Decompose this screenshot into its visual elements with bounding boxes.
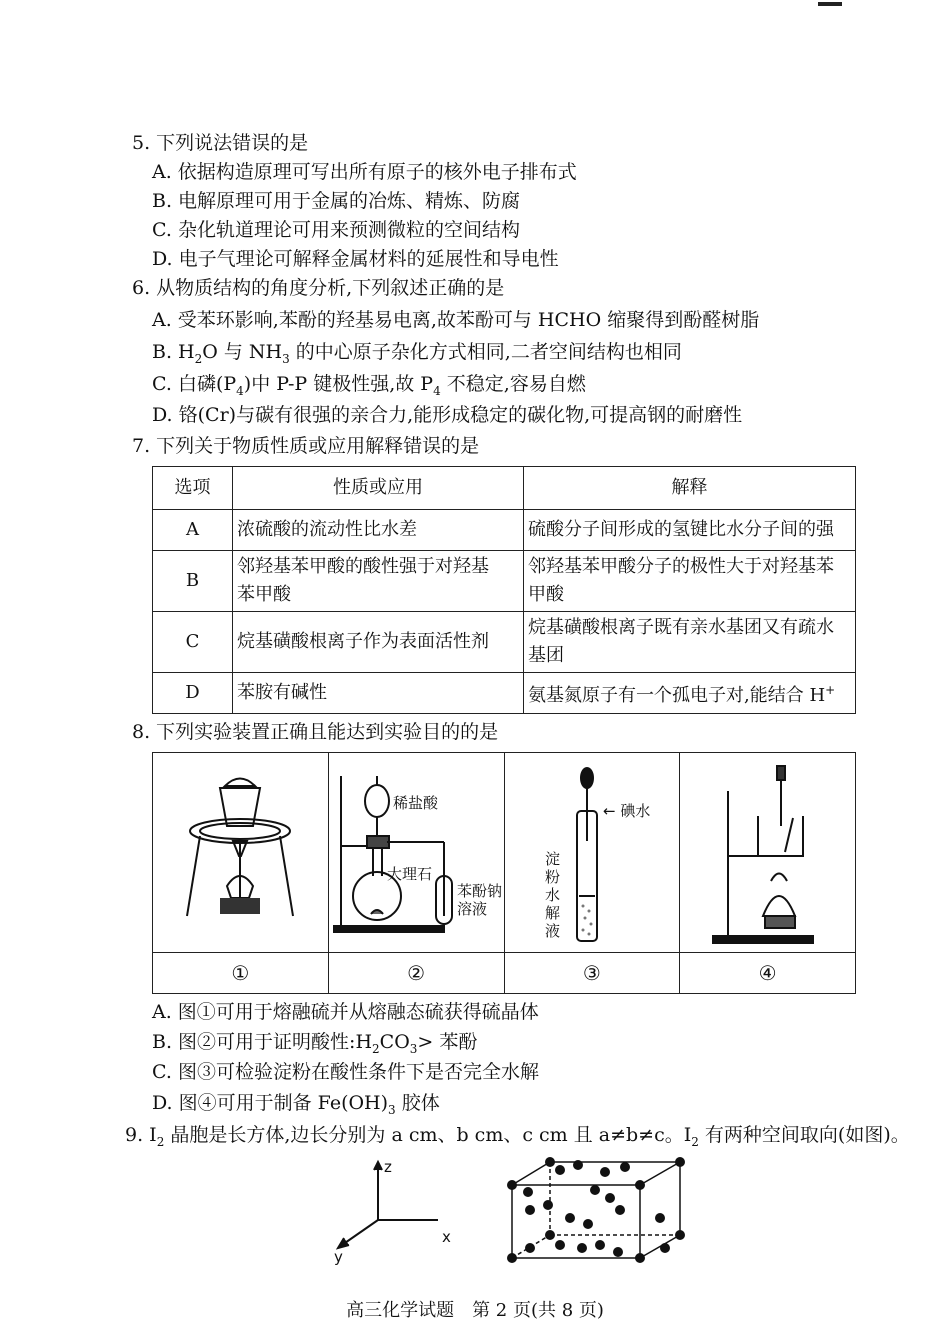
q5-option-a: A. 依据构造原理可写出所有原子的核外电子排布式 xyxy=(152,161,577,183)
svg-text:液: 液 xyxy=(544,921,560,940)
axis-label-y: y xyxy=(334,1248,343,1266)
fig2-label-phenolate-1: 苯酚钠 xyxy=(456,881,502,900)
funnel-tripod-apparatus-icon xyxy=(165,756,315,946)
table-row: D 苯胺有碱性 氨基氮原子有一个孤电子对,能结合 H+ xyxy=(153,673,856,714)
svg-text:淀: 淀 xyxy=(544,849,560,868)
figure-label-2: ② xyxy=(328,953,504,994)
q8-stem: 8. 下列实验装置正确且能达到实验目的的是 xyxy=(132,721,499,743)
fig2-label-phenolate-2: 溶液 xyxy=(456,899,487,918)
fig2-label-acid: 稀盐酸 xyxy=(392,793,438,812)
axis-label-z: z xyxy=(384,1158,392,1176)
fig3-label-iodine: ← 碘水 xyxy=(602,801,650,820)
beaker-heating-apparatus-icon xyxy=(693,756,843,946)
top-mark xyxy=(818,2,842,6)
q6-option-d: D. 铬(Cr)与碳有很强的亲合力,能形成稳定的碳化物,可提高钢的耐磨性 xyxy=(152,404,743,426)
q6-option-a: A. 受苯环影响,苯酚的羟基易电离,故苯酚可与 HCHO 缩聚得到酚醛树脂 xyxy=(152,309,760,331)
table-header-row xyxy=(153,467,856,510)
q5-option-d: D. 电子气理论可解释金属材料的延展性和导电性 xyxy=(152,248,559,270)
q5-option-c: C. 杂化轨道理论可用来预测微粒的空间结构 xyxy=(152,219,520,241)
svg-text:粉: 粉 xyxy=(544,867,560,886)
svg-text:解: 解 xyxy=(544,903,560,922)
q8-option-b: B. 图②可用于证明酸性$:H_2CO_3>$ 苯酚 xyxy=(152,1031,478,1056)
q5-option-b: B. 电解原理可用于金属的冶炼、精炼、防腐 xyxy=(152,190,521,212)
figure-4-cell xyxy=(680,753,856,953)
q5-stem: 5. 下列说法错误的是 xyxy=(132,132,309,154)
figure-label-3: ③ xyxy=(504,953,680,994)
fig2-label-marble: 大理石 xyxy=(386,864,432,883)
figure-label-1: ① xyxy=(153,953,329,994)
q8-option-c: C. 图③可检验淀粉在酸性条件下是否完全水解 xyxy=(152,1061,539,1083)
figure-3-cell xyxy=(504,753,680,953)
figure-2-cell xyxy=(328,753,504,953)
iodine-starch-test-icon xyxy=(505,756,685,946)
figure-1-cell xyxy=(153,753,329,953)
axis-label-x: x xyxy=(442,1228,451,1246)
i2-unit-cell-diagram xyxy=(500,1150,700,1280)
figure-label-4: ④ xyxy=(680,953,856,994)
header-option: 选项 xyxy=(153,467,233,510)
table-row: C 烷基磺酸根离子作为表面活性剂 烷基磺酸根离子既有亲水基团又有疏水 基团 xyxy=(153,612,856,673)
q6-option-b: B. $H_2O$ 与 $NH_3$ 的中心原子杂化方式相同,二者空间结构也相同 xyxy=(152,341,682,366)
header-explanation: 解释 xyxy=(524,467,856,510)
q9-stem: 9. $I_2$ 晶胞是长方体,边长分别为 a cm、b cm、c cm 且 a≠b≠c。$I_2$ 有两种空间取向(如图)。 xyxy=(125,1124,910,1149)
q7-stem: 7. 下列关于物质性质或应用解释错误的是 xyxy=(132,435,480,457)
q6-option-c: C. 白磷$(P_4)$中 P-P 键极性强,故 $P_4$ 不稳定,容易自燃 xyxy=(152,373,586,398)
co2-generation-apparatus-icon xyxy=(329,756,524,946)
q7-table xyxy=(152,466,856,714)
page-footer: 高三化学试题 第 2 页(共 8 页) xyxy=(346,1300,604,1321)
q8-option-a: A. 图①可用于熔融硫并从熔融态硫获得硫晶体 xyxy=(152,1001,539,1023)
table-row: B 邻羟基苯甲酸的酸性强于对羟基 苯甲酸 邻羟基苯甲酸分子的极性大于对羟基苯 甲酸 xyxy=(153,551,856,612)
svg-text:水: 水 xyxy=(544,885,560,904)
axes-diagram xyxy=(320,1150,470,1270)
q8-figure-table xyxy=(152,752,856,994)
table-row: A 浓硫酸的流动性比水差 硫酸分子间形成的氢键比水分子间的强 xyxy=(153,510,856,551)
q6-stem: 6. 从物质结构的角度分析,下列叙述正确的是 xyxy=(132,277,505,299)
header-property: 性质或应用 xyxy=(233,467,524,510)
q8-option-d: D. 图④可用于制备 $Fe(OH)_3$ 胶体 xyxy=(152,1092,440,1117)
